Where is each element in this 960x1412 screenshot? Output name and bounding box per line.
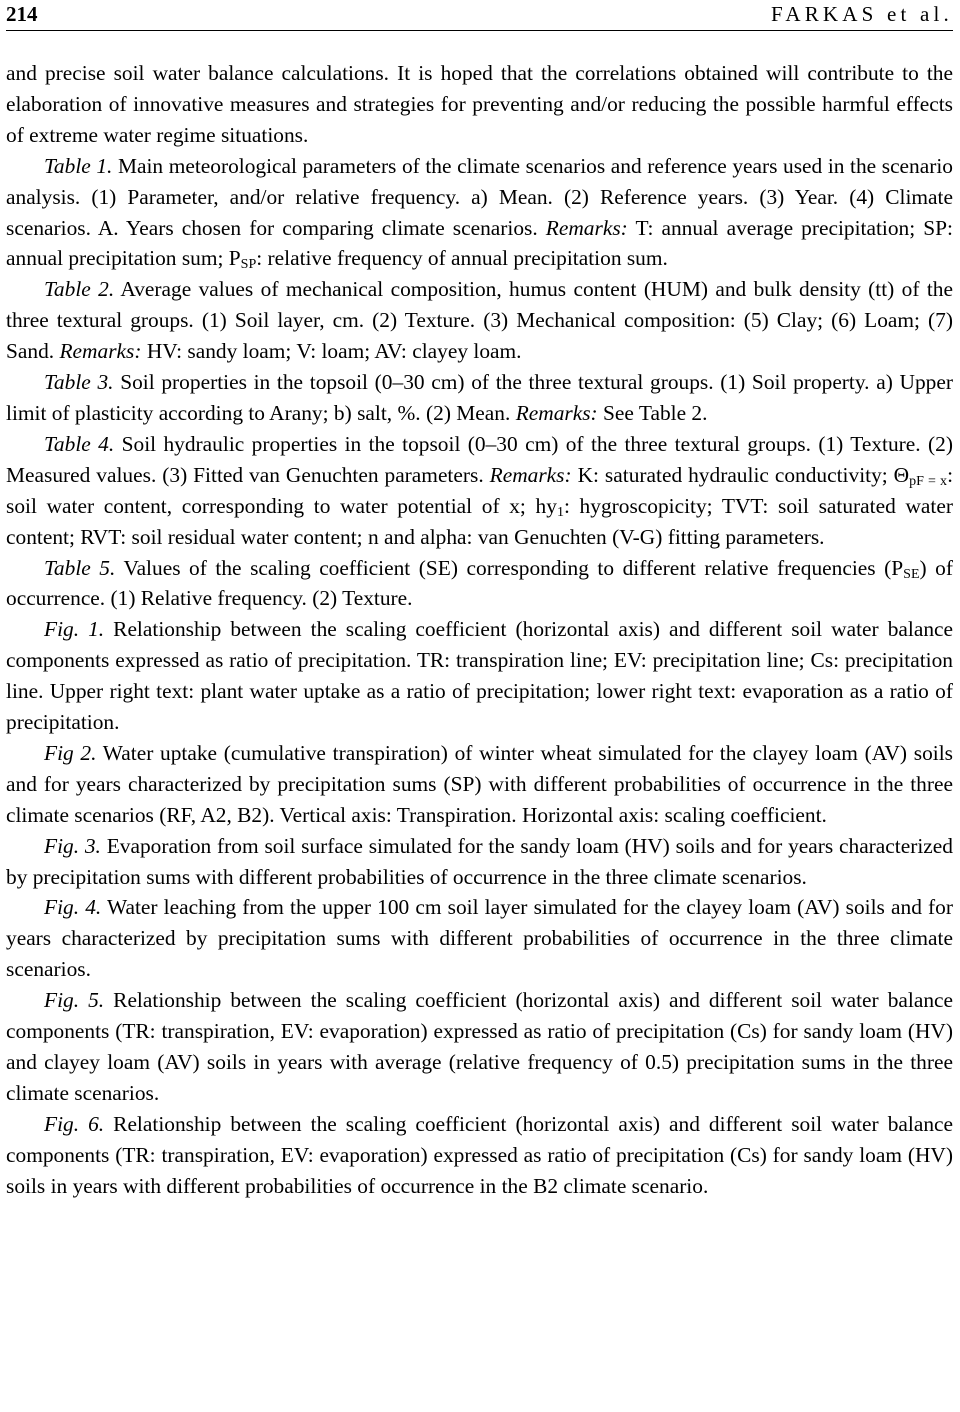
table-2-remarks-text: HV: sandy loam; V: loam; AV: clayey loam. xyxy=(141,339,522,364)
table-3-remarks-label: Remarks: xyxy=(515,400,598,425)
table-3-text: Soil properties in the topsoil (0–30 cm) of the three textural groups. (1) Soil property. a) Upper limit of plasticity according to Arany; b) salt, %. (2) Mean. xyxy=(6,370,953,425)
figure-2-label: Fig 2. xyxy=(44,740,97,765)
table-4-text: Soil hydraulic properties in the topsoil (0–30 cm) of the three textural groups. (1) Texture. (2) Measured values. (3) Fitted van Genuchten parameters. xyxy=(6,431,953,487)
figure-4-text: Water leaching from the upper 100 cm soil layer simulated for the clayey loam (AV) soils and for years characterized by precipitation sums with different probabilities of occurrence in the three climate scenarios. xyxy=(6,895,953,982)
figure-3-caption xyxy=(6,831,953,893)
table-4-caption xyxy=(6,429,953,553)
table-5-text: Values of the scaling coefficient (SE) corresponding to different relative frequencies (P xyxy=(115,555,904,580)
table-5-text-end: ) of occurrence. (1) Relative frequency. (2) Texture. xyxy=(6,555,953,611)
figure-3-text: Evaporation from soil surface simulated for the sandy loam (HV) soils and for years characterized by precipitation sums with different probabilities of occurrence in the three climate scenarios. xyxy=(6,833,953,889)
intro-text: and precise soil water balance calculations. It is hoped that the correlations obtained will contribute to the elaboration of innovative measures and strategies for preventing and/or reducing the possible harmful effects of extreme water regime situations. xyxy=(6,61,953,147)
figure-5-text: Relationship between the scaling coefficient (horizontal axis) and different soil water balance components (TR: transpiration, EV: evaporation) expressed as ratio of precipitation (Cs) for sandy loam (HV) and clayey loam (AV) soils in years with average (relative frequency of 0.5) precipitation sums in the three climate scenarios. xyxy=(6,988,954,1105)
table-4-remarks-text-end: : hygroscopicity; TVT: soil saturated water content; RVT: soil residual water content; n and alpha: van Genuchten (V-G) fitting parameters. xyxy=(6,493,953,549)
table-5-caption xyxy=(6,553,953,615)
intro-paragraph xyxy=(6,58,953,151)
table-3-remarks-text: See Table 2. xyxy=(597,400,708,425)
table-1-text: Main meteorological parameters of the climate scenarios and reference years used in the scenario analysis. (1) Parameter, and/or relative frequency. a) Mean. (2) Reference years. (3) Year. (4) Climate scenarios. A. Years chosen for comparing climate scenarios. xyxy=(6,153,954,240)
figure-6-text: Relationship between the scaling coefficient (horizontal axis) and different soil water balance components (TR: transpiration, EV: evaporation) expressed as ratio of precipitation (Cs) for sandy loam (HV) soils in years with different probabilities of occurrence in the B2 climate scenario. xyxy=(6,1111,954,1198)
table-3-caption xyxy=(6,367,953,429)
figure-5-caption xyxy=(6,985,953,1109)
figure-2-text: Water uptake (cumulative transpiration) of winter wheat simulated for the clayey loam (AV) soils and for years characterized by precipitation sums (SP) with different probabilities of occurrence in the three climate scenarios (RF, A2, B2). Vertical axis: Transpiration. Horizontal axis: scaling coefficient. xyxy=(6,740,953,827)
table-4-theta-subscript: pF = x xyxy=(909,473,948,489)
table-1-remarks-subscript: SP xyxy=(240,257,257,273)
table-2-caption xyxy=(6,274,953,367)
table-4-remarks-text-middle: : soil water content, corresponding to water potential of x; hy xyxy=(6,462,954,518)
table-4-remarks-text: K: saturated hydraulic conductivity; Θ xyxy=(571,462,910,487)
table-3-label: Table 3. xyxy=(44,370,114,395)
figure-5-label: Fig. 5. xyxy=(44,988,105,1013)
figure-4-label: Fig. 4. xyxy=(44,895,102,920)
table-1-remarks-label: Remarks: xyxy=(545,215,628,240)
running-head xyxy=(6,0,953,31)
table-5-subscript: SE xyxy=(903,566,920,582)
page-number: 214 xyxy=(6,2,38,26)
figure-3-label: Fig. 3. xyxy=(44,833,101,858)
figure-1-text: Relationship between the scaling coefficient (horizontal axis) and different soil water balance components expressed as ratio of precipitation. TR: transpiration line; EV: precipitation line; Cs: precipitation line. Upper right text: plant water uptake as a ratio of precipitation; lower right text: evaporation as a ratio of precipitation. xyxy=(6,617,954,735)
table-4-hy-subscript: 1 xyxy=(556,504,564,520)
running-head-authors: FARKAS et al. xyxy=(771,2,953,26)
table-2-remarks-label: Remarks: xyxy=(59,339,142,364)
table-4-remarks-label: Remarks: xyxy=(489,462,572,487)
table-4-label: Table 4. xyxy=(44,431,115,456)
figure-4-caption xyxy=(6,892,953,985)
page xyxy=(6,0,953,1412)
table-5-label: Table 5. xyxy=(44,555,116,580)
table-2-label: Table 2. xyxy=(44,277,115,302)
table-1-remarks-text: T: annual average precipitation; SP: annual precipitation sum; P xyxy=(6,215,953,271)
figure-6-label: Fig. 6. xyxy=(44,1111,105,1136)
figure-1-label: Fig. 1. xyxy=(44,617,105,642)
table-2-text: Average values of mechanical composition, humus content (HUM) and bulk density (tt) of the three textural groups. (1) Soil layer, cm. (2) Texture. (3) Mechanical composition: (5) Clay; (6) Loam; (7) Sand. xyxy=(6,277,953,364)
figure-1-caption xyxy=(6,614,953,738)
table-1-caption xyxy=(6,151,953,275)
figure-6-caption xyxy=(6,1109,953,1202)
table-1-remarks-text-end: : relative frequency of annual precipitation sum. xyxy=(256,246,668,271)
figure-2-caption xyxy=(6,738,953,831)
body-text xyxy=(6,58,953,1202)
table-1-label: Table 1. xyxy=(44,153,113,178)
